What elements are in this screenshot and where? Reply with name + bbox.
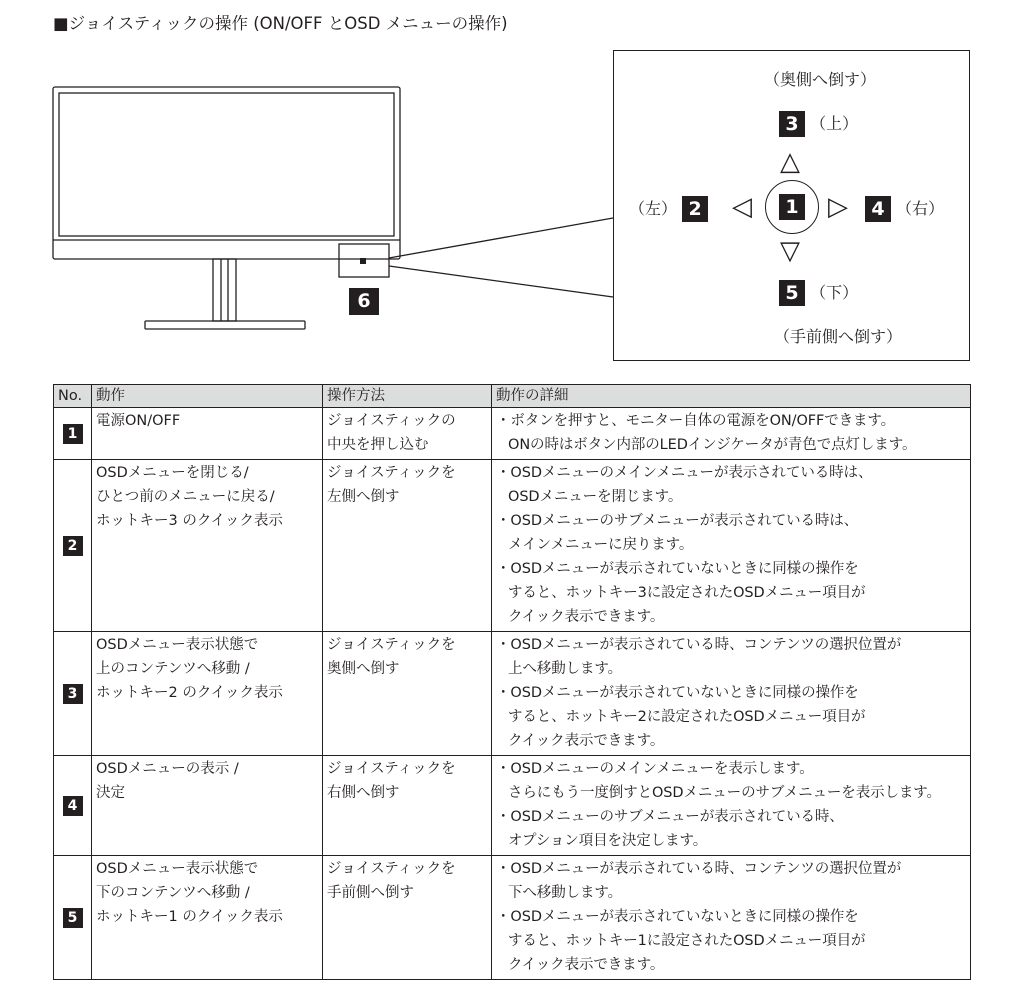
detail-line: ・OSDメニューが表示されていないときに同様の操作を — [496, 685, 859, 701]
method-cell — [323, 856, 492, 980]
callout-6-badge: 6 — [349, 288, 379, 315]
table-row — [54, 856, 971, 980]
page-title: ■ジョイスティックの操作 (ON/OFF とOSD メニューの操作) — [53, 14, 508, 33]
operation-table — [53, 384, 971, 980]
header-detail: 動作の詳細 — [492, 385, 971, 408]
row-number-cell — [54, 856, 92, 980]
table-header-row — [54, 385, 971, 408]
action-cell — [92, 756, 323, 856]
row-number-badge: 1 — [63, 424, 83, 444]
right-number-badge: 4 — [865, 196, 891, 222]
right-label: （右） — [896, 199, 945, 218]
detail-cell — [492, 460, 971, 632]
method-line: 右側へ倒す — [327, 785, 400, 801]
table-row — [54, 408, 971, 460]
left-direction — [629, 196, 708, 222]
row-number-badge: 3 — [63, 684, 83, 704]
method-line: ジョイスティックを — [327, 637, 456, 653]
action-line: OSDメニューの表示 / — [96, 761, 239, 777]
detail-line: さらにもう一度倒すとOSDメニューのサブメニューを表示します。 — [508, 785, 941, 801]
method-line: 手前側へ倒す — [327, 885, 414, 901]
detail-line: OSDメニューを閉じます。 — [508, 489, 683, 505]
left-number-badge: 2 — [682, 196, 708, 222]
action-line: OSDメニューを閉じる/ — [96, 465, 249, 481]
method-line: ジョイスティックを — [327, 861, 456, 877]
center-direction — [779, 194, 805, 220]
detail-line: すると、ホットキー3に設定されたOSDメニュー項目が — [508, 585, 866, 601]
detail-line: ・OSDメニューのメインメニューが表示されている時は、 — [496, 465, 873, 481]
method-cell — [323, 756, 492, 856]
detail-line: クイック表示できます。 — [508, 733, 665, 749]
action-cell — [92, 856, 323, 980]
action-cell — [92, 408, 323, 460]
method-cell — [323, 460, 492, 632]
row-number-badge: 4 — [63, 796, 83, 816]
action-line: 上のコンテンツへ移動 / — [96, 661, 250, 677]
action-line: OSDメニュー表示状態で — [96, 861, 259, 877]
action-cell — [92, 632, 323, 756]
action-line: ホットキー2 のクイック表示 — [96, 685, 283, 701]
down-label: （下） — [810, 283, 859, 302]
action-line: ホットキー3 のクイック表示 — [96, 513, 283, 529]
up-arrow-icon: △ — [780, 147, 800, 177]
row-number-cell — [54, 632, 92, 756]
down-number-badge: 5 — [779, 280, 805, 306]
method-line: ジョイスティックを — [327, 465, 456, 481]
detail-line: ・OSDメニューが表示されている時、コンテンツの選択位置が — [496, 637, 902, 653]
detail-line: ONの時はボタン内部のLEDインジケータが青色で点灯します。 — [508, 437, 917, 453]
detail-line: ・ボタンを押すと、モニター自体の電源をON/OFFできます。 — [496, 413, 896, 429]
method-line: ジョイスティックの — [327, 413, 456, 429]
method-line: 奥側へ倒す — [327, 661, 400, 677]
method-cell — [323, 632, 492, 756]
row-number-badge: 2 — [63, 536, 83, 556]
center-number-badge: 1 — [779, 194, 805, 220]
up-number-badge: 3 — [779, 111, 805, 137]
up-direction — [779, 111, 858, 137]
row-number-cell — [54, 408, 92, 460]
right-direction — [865, 196, 944, 222]
down-direction — [779, 280, 858, 306]
up-label: （上） — [810, 114, 859, 133]
method-line: 中央を押し込む — [327, 437, 429, 453]
detail-line: ・OSDメニューが表示されていないときに同様の操作を — [496, 909, 859, 925]
front-direction-label: （手前側へ倒す） — [774, 327, 903, 346]
method-cell — [323, 408, 492, 460]
left-label: （左） — [629, 199, 678, 218]
action-cell — [92, 460, 323, 632]
detail-line: ・OSDメニューのサブメニューが表示されている時、 — [496, 809, 844, 825]
detail-line: クイック表示できます。 — [508, 957, 665, 973]
detail-line: すると、ホットキー1に設定されたOSDメニュー項目が — [508, 933, 866, 949]
back-direction-label: （奥側へ倒す） — [764, 70, 877, 89]
detail-cell — [492, 632, 971, 756]
action-line: OSDメニュー表示状態で — [96, 637, 259, 653]
table-row — [54, 460, 971, 632]
detail-line: すると、ホットキー2に設定されたOSDメニュー項目が — [508, 709, 866, 725]
row-number-cell — [54, 460, 92, 632]
detail-line: ・OSDメニューのメインメニューを表示します。 — [496, 761, 814, 777]
action-line: ホットキー1 のクイック表示 — [96, 909, 283, 925]
right-arrow-icon: ▷ — [828, 192, 848, 222]
table-row — [54, 632, 971, 756]
header-action: 動作 — [92, 385, 323, 408]
detail-line: ・OSDメニューが表示されている時、コンテンツの選択位置が — [496, 861, 902, 877]
detail-line: オプション項目を決定します。 — [508, 833, 708, 849]
action-line: 電源ON/OFF — [96, 413, 181, 429]
method-line: ジョイスティックを — [327, 761, 456, 777]
detail-cell — [492, 756, 971, 856]
detail-line: 上へ移動します。 — [508, 661, 623, 677]
left-arrow-icon: ◁ — [732, 192, 752, 222]
method-line: 左側へ倒す — [327, 489, 400, 505]
row-number-badge: 5 — [63, 908, 83, 928]
action-line: 決定 — [96, 785, 125, 801]
joystick-diagram — [613, 50, 970, 361]
detail-cell — [492, 408, 971, 460]
row-number-cell — [54, 756, 92, 856]
detail-line: クイック表示できます。 — [508, 609, 665, 625]
detail-line: メインメニューに戻ります。 — [508, 537, 694, 553]
header-method: 操作方法 — [323, 385, 492, 408]
action-line: ひとつ前のメニューに戻る/ — [96, 489, 275, 505]
detail-cell — [492, 856, 971, 980]
action-line: 下のコンテンツへ移動 / — [96, 885, 250, 901]
detail-line: ・OSDメニューのサブメニューが表示されている時は、 — [496, 513, 859, 529]
table-row — [54, 756, 971, 856]
detail-line: 下へ移動します。 — [508, 885, 623, 901]
detail-line: ・OSDメニューが表示されていないときに同様の操作を — [496, 561, 859, 577]
header-no: No. — [54, 385, 92, 408]
down-arrow-icon: ▽ — [780, 236, 800, 266]
